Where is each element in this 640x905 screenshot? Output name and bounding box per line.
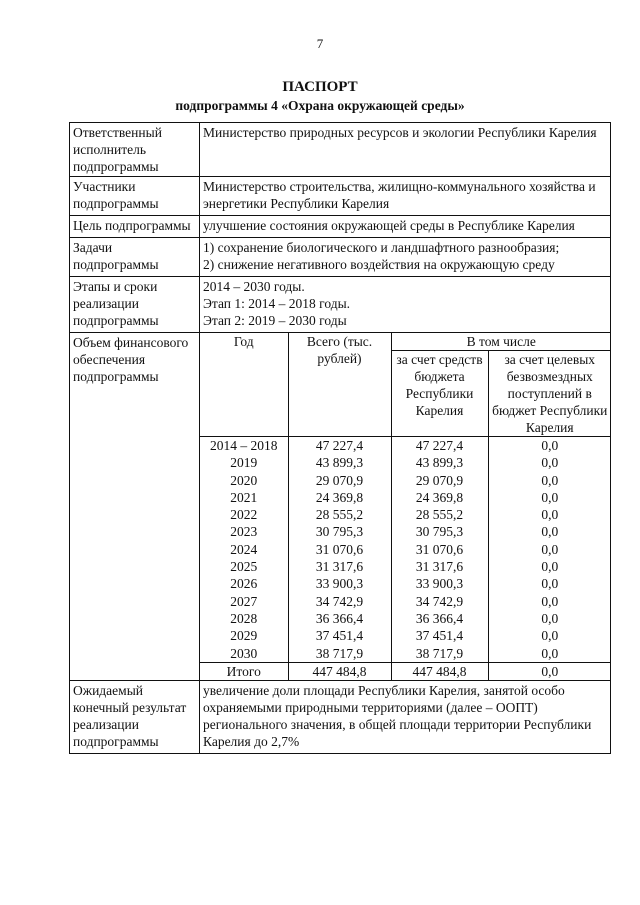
cell-budget: 447 484,8	[391, 662, 488, 680]
stage-line: 2014 – 2030 годы.	[203, 279, 305, 294]
cell-year: Итого	[200, 662, 288, 680]
row-participants	[70, 177, 611, 216]
cell-budget: 36 366,4	[391, 610, 488, 627]
row-financing	[70, 333, 611, 681]
tasks-value	[200, 238, 611, 277]
cell-year: 2023	[200, 523, 288, 540]
cell-budget: 43 899,3	[391, 454, 488, 471]
cell-total: 38 717,9	[288, 645, 391, 663]
cell-total: 47 227,4	[288, 437, 391, 455]
cell-budget: 33 900,3	[391, 575, 488, 592]
cell-grants: 0,0	[488, 489, 611, 506]
expected-result-value: увеличение доли площади Республики Карелия, занятой особо охраняемыми природными территориями (далее – ООПТ) регионального значения, в общей площади территории Республики Карелия до 2,7%	[200, 681, 611, 754]
cell-year: 2021	[200, 489, 288, 506]
task-item: 1) сохранение биологического и ландшафтного разнообразия;	[203, 240, 560, 255]
cell-grants: 0,0	[488, 523, 611, 540]
financing-row	[200, 489, 611, 506]
cell-budget: 31 070,6	[391, 541, 488, 558]
cell-total: 31 070,6	[288, 541, 391, 558]
responsible-label: Ответственный исполнитель подпрограммы	[70, 123, 200, 177]
cell-total: 37 451,4	[288, 627, 391, 644]
cell-year: 2029	[200, 627, 288, 644]
financing-row	[200, 437, 611, 455]
cell-year: 2028	[200, 610, 288, 627]
cell-budget: 31 317,6	[391, 558, 488, 575]
row-stages	[70, 277, 611, 333]
row-responsible	[70, 123, 611, 177]
cell-grants: 0,0	[488, 645, 611, 663]
cell-total: 29 070,9	[288, 472, 391, 489]
cell-total: 33 900,3	[288, 575, 391, 592]
cell-total: 36 366,4	[288, 610, 391, 627]
financing-label: Объем финансового обеспечения подпрограммы	[70, 333, 200, 681]
row-goal	[70, 216, 611, 238]
cell-year: 2022	[200, 506, 288, 523]
cell-year: 2019	[200, 454, 288, 471]
cell-budget: 47 227,4	[391, 437, 488, 455]
financing-row	[200, 575, 611, 592]
cell-year: 2027	[200, 593, 288, 610]
row-tasks	[70, 238, 611, 277]
cell-grants: 0,0	[488, 593, 611, 610]
participants-label: Участники подпрограммы	[70, 177, 200, 216]
financing-row	[200, 454, 611, 471]
cell-budget: 30 795,3	[391, 523, 488, 540]
header-year: Год	[200, 333, 288, 437]
cell-budget: 29 070,9	[391, 472, 488, 489]
row-expected-result	[70, 681, 611, 754]
stages-label: Этапы и сроки реализации подпрограммы	[70, 277, 200, 333]
cell-total: 447 484,8	[288, 662, 391, 680]
cell-total: 34 742,9	[288, 593, 391, 610]
cell-total: 30 795,3	[288, 523, 391, 540]
stage-line: Этап 2: 2019 – 2030 годы	[203, 313, 347, 328]
goal-label: Цель подпрограммы	[70, 216, 200, 238]
participants-value: Министерство строительства, жилищно-коммунального хозяйства и энергетики Республики Карелия	[200, 177, 611, 216]
header-grants: за счет целевых безвозмездных поступлений в бюджет Республики Карелия	[488, 351, 611, 437]
cell-grants: 0,0	[488, 454, 611, 471]
cell-grants: 0,0	[488, 558, 611, 575]
cell-year: 2026	[200, 575, 288, 592]
cell-grants: 0,0	[488, 472, 611, 489]
cell-grants: 0,0	[488, 541, 611, 558]
cell-budget: 38 717,9	[391, 645, 488, 663]
financing-header-row	[200, 333, 611, 351]
page-number: 7	[316, 36, 324, 51]
stage-line: Этап 1: 2014 – 2018 годы.	[203, 296, 351, 311]
financing-row	[200, 472, 611, 489]
cell-grants: 0,0	[488, 662, 611, 680]
financing-row	[200, 627, 611, 644]
tasks-label: Задачи подпрограммы	[70, 238, 200, 277]
cell-year: 2014 – 2018	[200, 437, 288, 455]
cell-budget: 37 451,4	[391, 627, 488, 644]
header-total: Всего (тыс. рублей)	[288, 333, 391, 437]
document-subtitle: подпрограммы 4 «Охрана окружающей среды»	[175, 98, 465, 113]
cell-total: 31 317,6	[288, 558, 391, 575]
cell-year: 2024	[200, 541, 288, 558]
financing-row	[200, 610, 611, 627]
financing-row	[200, 645, 611, 663]
cell-year: 2025	[200, 558, 288, 575]
cell-grants: 0,0	[488, 610, 611, 627]
header-including: В том числе	[391, 333, 611, 351]
financing-value	[200, 333, 611, 681]
responsible-value: Министерство природных ресурсов и экологии Республики Карелия	[200, 123, 611, 177]
financing-row	[200, 523, 611, 540]
passport-table	[69, 122, 611, 754]
cell-budget: 24 369,8	[391, 489, 488, 506]
header-budget: за счет средств бюджета Республики Карелия	[391, 351, 488, 437]
cell-year: 2020	[200, 472, 288, 489]
cell-year: 2030	[200, 645, 288, 663]
financing-row	[200, 558, 611, 575]
task-item: 2) снижение негативного воздействия на окружающую среду	[203, 257, 555, 272]
financing-table	[200, 333, 611, 680]
document-title: ПАСПОРТ	[282, 79, 358, 95]
cell-grants: 0,0	[488, 506, 611, 523]
financing-body	[200, 437, 611, 681]
stages-value	[200, 277, 611, 333]
cell-grants: 0,0	[488, 575, 611, 592]
financing-total-row	[200, 662, 611, 680]
cell-total: 43 899,3	[288, 454, 391, 471]
cell-total: 28 555,2	[288, 506, 391, 523]
expected-result-label: Ожидаемый конечный результат реализации подпрограммы	[70, 681, 200, 754]
financing-row	[200, 593, 611, 610]
cell-grants: 0,0	[488, 437, 611, 455]
cell-grants: 0,0	[488, 627, 611, 644]
financing-row	[200, 541, 611, 558]
cell-total: 24 369,8	[288, 489, 391, 506]
cell-budget: 28 555,2	[391, 506, 488, 523]
financing-row	[200, 506, 611, 523]
goal-value: улучшение состояния окружающей среды в Республике Карелия	[200, 216, 611, 238]
cell-budget: 34 742,9	[391, 593, 488, 610]
